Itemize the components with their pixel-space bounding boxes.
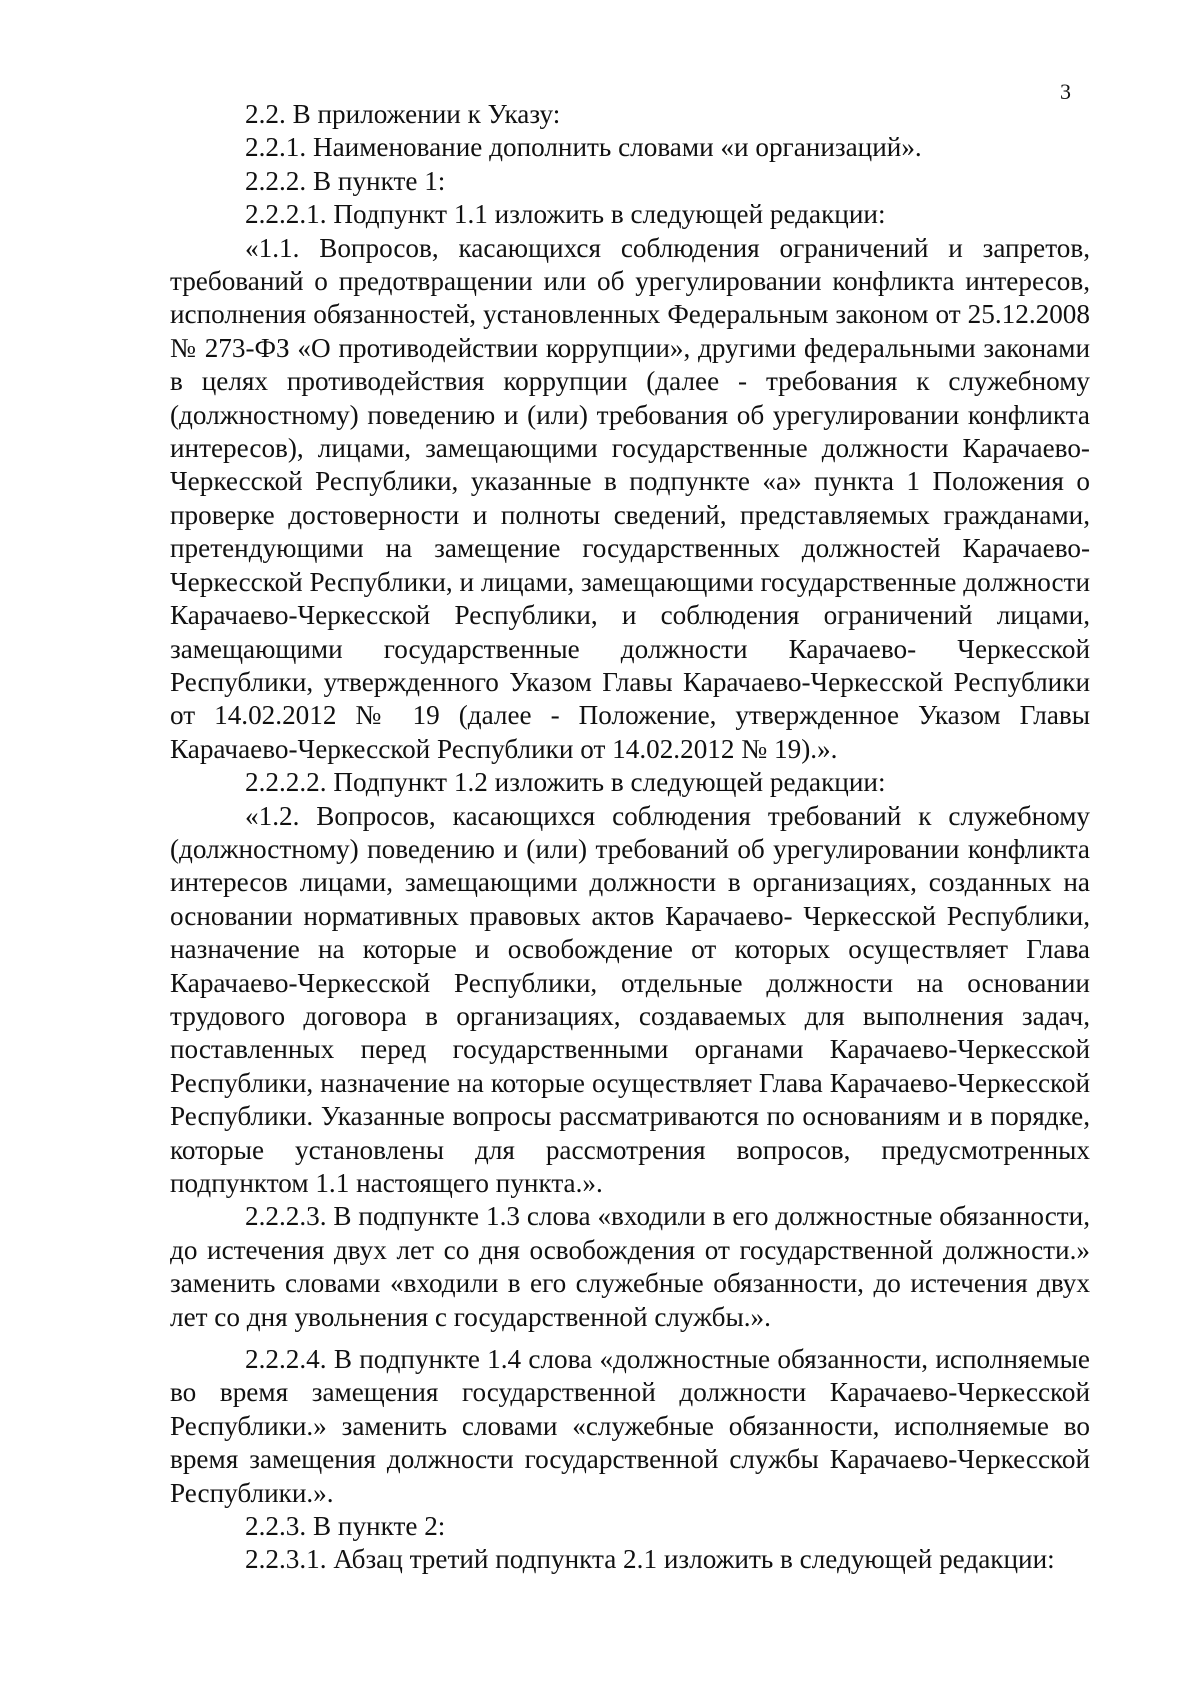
paragraph-2-2-2-1: 2.2.2.1. Подпункт 1.1 изложить в следующей редакции: <box>245 199 886 230</box>
paragraph-quote-1-2: «1.2. Вопросов, касающихся соблюдения требований к служебному (должностному) поведению и (или) требований об урегулировании конфликта интересов лицами, замещающими должности в организациях, созданных на основании нормативных правовых актов Карачаево- Черкесской Республики, назначение на которые и освобождение от которых осуществляет Глава Карачаево-Черкесской Республики, отдельные должности на основании трудового договора в организациях, создаваемых для выполнения задач, поставленных перед государственными органами Карачаево-Черкесской Республики, назначение на которые осуществляет Глава Карачаево-Черкесской Республики. Указанные вопросы рассматриваются по основаниям и в порядке, которые установлены для рассмотрения вопросов, предусмотренных подпунктом 1.1 настоящего пункта.». <box>170 800 1090 1198</box>
paragraph-2-2-1: 2.2.1. Наименование дополнить словами «и организаций». <box>245 132 922 163</box>
paragraph-2-2-2-4: 2.2.2.4. В подпункте 1.4 слова «должностные обязанности, исполняемые во время замещения государственной должности Карачаево-Черкесской Республики.» заменить словами «служебные обязанности, исполняемые во время замещения должности государственной службы Карачаево-Черкесской Республики.». <box>170 1344 1090 1508</box>
paragraph-quote-1-1: «1.1. Вопросов, касающихся соблюдения ограничений и запретов, требований о предотвращении или об урегулировании конфликта интересов, исполнения обязанностей, установленных Федеральным законом от 25.12.2008 № 273-ФЗ «О противодействии коррупции», другими федеральными законами в целях противодействия коррупции (далее - требования к служебному (должностному) поведению и (или) требования об урегулировании конфликта интересов), лицами, замещающими государственные должности Карачаево-Черкесской Республики, указанные в подпункте «а» пункта 1 Положения о проверке достоверности и полноты сведений, представляемых гражданами, претендующими на замещение государственных должностей Карачаево- Черкесской Республики, и лицами, замещающими государственные должности Карачаево-Черкесской Республики, и соблюдения ограничений лицами, замещающими государственные должности Карачаево- Черкесской Республики, утвержденного Указом Главы Карачаево-Черкесской Республики от 14.02.2012 № 19 (далее - Положение, утвержденное Указом Главы Карачаево-Черкесской Республики от 14.02.2012 № 19).». <box>170 232 1090 764</box>
paragraph-2-2-3-1: 2.2.3.1. Абзац третий подпункта 2.1 изложить в следующей редакции: <box>245 1544 1055 1575</box>
paragraph-2-2: 2.2. В приложении к Указу: <box>245 99 561 129</box>
paragraph-2-2-3: 2.2.3. В пункте 2: <box>245 1511 446 1542</box>
paragraph-2-2-2-3: 2.2.2.3. В подпункте 1.3 слова «входили в его должностные обязанности, до истечения двух лет со дня освобождения от государственной должности.» заменить словами «входили в его служебные обязанности, до истечения двух лет со дня увольнения с государственной службы.». <box>170 1201 1090 1332</box>
paragraph-2-2-2: 2.2.2. В пункте 1: <box>245 165 446 196</box>
page-number: 3 <box>1060 79 1071 104</box>
paragraph-2-2-2-2: 2.2.2.2. Подпункт 1.2 изложить в следующей редакции: <box>245 767 886 798</box>
document-body <box>170 98 1090 1577</box>
